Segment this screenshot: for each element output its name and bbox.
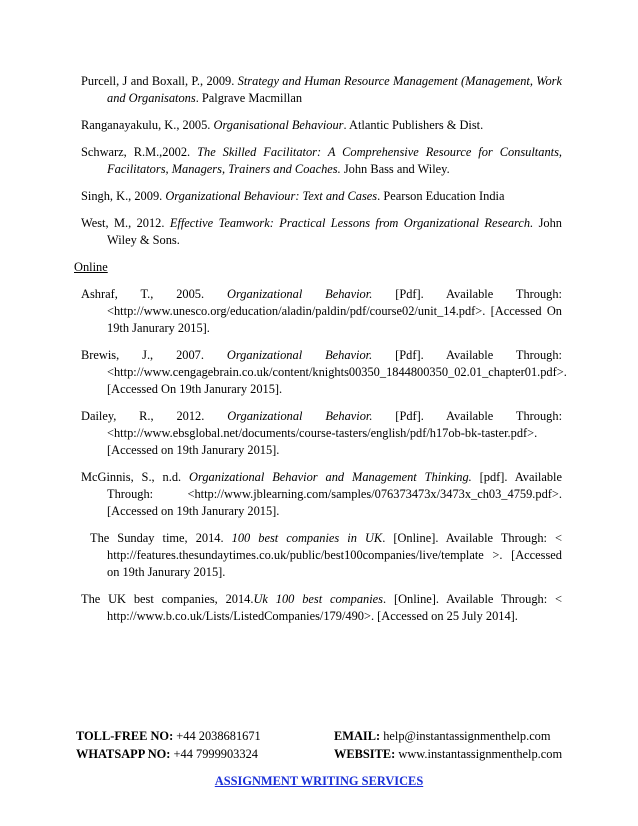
reference-source: . [Online]. Available Through: < http://features.thesundaytimes.co.uk/public/best100companies/live/template >. [Accessed on 19th Janurary 2015].: [107, 531, 562, 579]
reference-entry: [78, 73, 562, 107]
reference-title: Organisational Behaviour: [213, 118, 344, 132]
footer-row: [76, 728, 566, 746]
footer-row: [76, 746, 566, 764]
reference-entry: [78, 188, 562, 205]
reference-author-year: McGinnis, S., n.d.: [81, 470, 190, 484]
online-reference-entry: [78, 591, 562, 625]
reference-entry: [78, 144, 562, 178]
reference-source: . [Online]. Available Through: < http://www.b.co.uk/Lists/ListedCompanies/179/490>. [Accessed on 25 July 2014].: [107, 592, 562, 623]
reference-publisher: John Bass and Wiley.: [340, 162, 450, 176]
online-heading: Online: [74, 260, 108, 274]
reference-title: Organizational Behavior and Management Thinking.: [189, 470, 472, 484]
website-value[interactable]: www.instantassignmenthelp.com: [395, 746, 563, 761]
reference-entry: [78, 215, 562, 249]
reference-title: Effective Teamwork: Practical Lessons from Organizational Research.: [169, 216, 534, 230]
reference-author-year: West, M., 2012.: [81, 216, 170, 230]
tollfree-value: +44 2038681671: [173, 729, 261, 743]
assignment-writing-services-link[interactable]: ASSIGNMENT WRITING SERVICES: [214, 774, 424, 788]
website-label: WEBSITE:: [334, 746, 396, 761]
reference-publisher: . Atlantic Publishers & Dist.: [343, 118, 484, 132]
whatsapp-label: WHATSAPP NO:: [76, 746, 171, 761]
reference-source: [Pdf]. Available Through: <http://www.cengagebrain.co.uk/content/knights00350_1844800350_02.01_chapter01.pdf>. [Accessed On 19th Janurary 2015].: [107, 348, 567, 396]
reference-entry: [78, 117, 562, 134]
contact-footer: [76, 728, 566, 763]
email-label: EMAIL:: [334, 729, 381, 743]
email-contact[interactable]: [334, 728, 566, 746]
reference-source: [Pdf]. Available Through: <http://www.unesco.org/education/aladin/paldin/pdf/course02/unit_14.pdf>. [Accessed On 19th Janurary 2015].: [107, 287, 563, 335]
reference-publisher: John Wiley & Sons.: [107, 216, 562, 247]
tollfree-label: TOLL-FREE NO:: [76, 729, 174, 743]
reference-title: Organizational Behavior.: [226, 348, 373, 362]
tollfree-number: [76, 728, 261, 746]
reference-list: [74, 73, 567, 635]
reference-author-year: Schwarz, R.M.,2002.: [81, 145, 198, 159]
reference-author-year: Ranganayakulu, K., 2005.: [81, 118, 214, 132]
reference-author-year: The Sunday time, 2014.: [90, 531, 232, 545]
reference-title: 100 best companies in UK: [231, 531, 383, 545]
reference-author-year: Singh, K., 2009.: [81, 189, 166, 203]
online-reference-entry: [78, 347, 567, 398]
reference-title: Strategy and Human Resource Management (Management, Work and Organisatons: [107, 74, 562, 105]
online-reference-entry: [78, 286, 562, 337]
whatsapp-value: +44 7999903324: [170, 746, 258, 761]
reference-title: Uk 100 best companies: [253, 592, 383, 606]
reference-title: Organizational Behavior.: [227, 409, 373, 423]
website-contact[interactable]: [334, 746, 566, 764]
reference-source: [Pdf]. Available Through: <http://www.ebsglobal.net/documents/course-tasters/english/pdf/h17ob-bk-taster.pdf>. [Accessed on 19th Janurary 2015].: [107, 409, 563, 457]
reference-title: Organizational Behavior.: [227, 287, 373, 301]
reference-publisher: . Palgrave Macmillan: [195, 91, 303, 105]
email-value[interactable]: help@instantassignmenthelp.com: [380, 729, 551, 743]
online-reference-entry: [78, 408, 562, 459]
reference-author-year: Dailey, R., 2012.: [81, 409, 228, 423]
whatsapp-number: [76, 746, 258, 764]
online-reference-entry: [78, 469, 562, 520]
reference-title: The Skilled Facilitator: A Comprehensive Resource for Consultants, Facilitators, Managers, Trainers and Coaches.: [107, 145, 563, 176]
reference-source: [pdf]. Available Through: <http://www.jblearning.com/samples/076373473x/3473x_ch03_4759.pdf>. [Accessed on 19th Janurary 2015].: [107, 470, 562, 518]
reference-author-year: Brewis, J., 2007.: [81, 348, 227, 362]
reference-publisher: . Pearson Education India: [377, 189, 505, 203]
reference-author-year: Purcell, J and Boxall, P., 2009.: [81, 74, 238, 88]
reference-author-year: The UK best companies, 2014.: [81, 592, 254, 606]
reference-title: Organizational Behaviour: Text and Cases: [165, 189, 378, 203]
online-reference-entry: [78, 530, 562, 581]
reference-author-year: Ashraf, T., 2005.: [81, 287, 227, 301]
